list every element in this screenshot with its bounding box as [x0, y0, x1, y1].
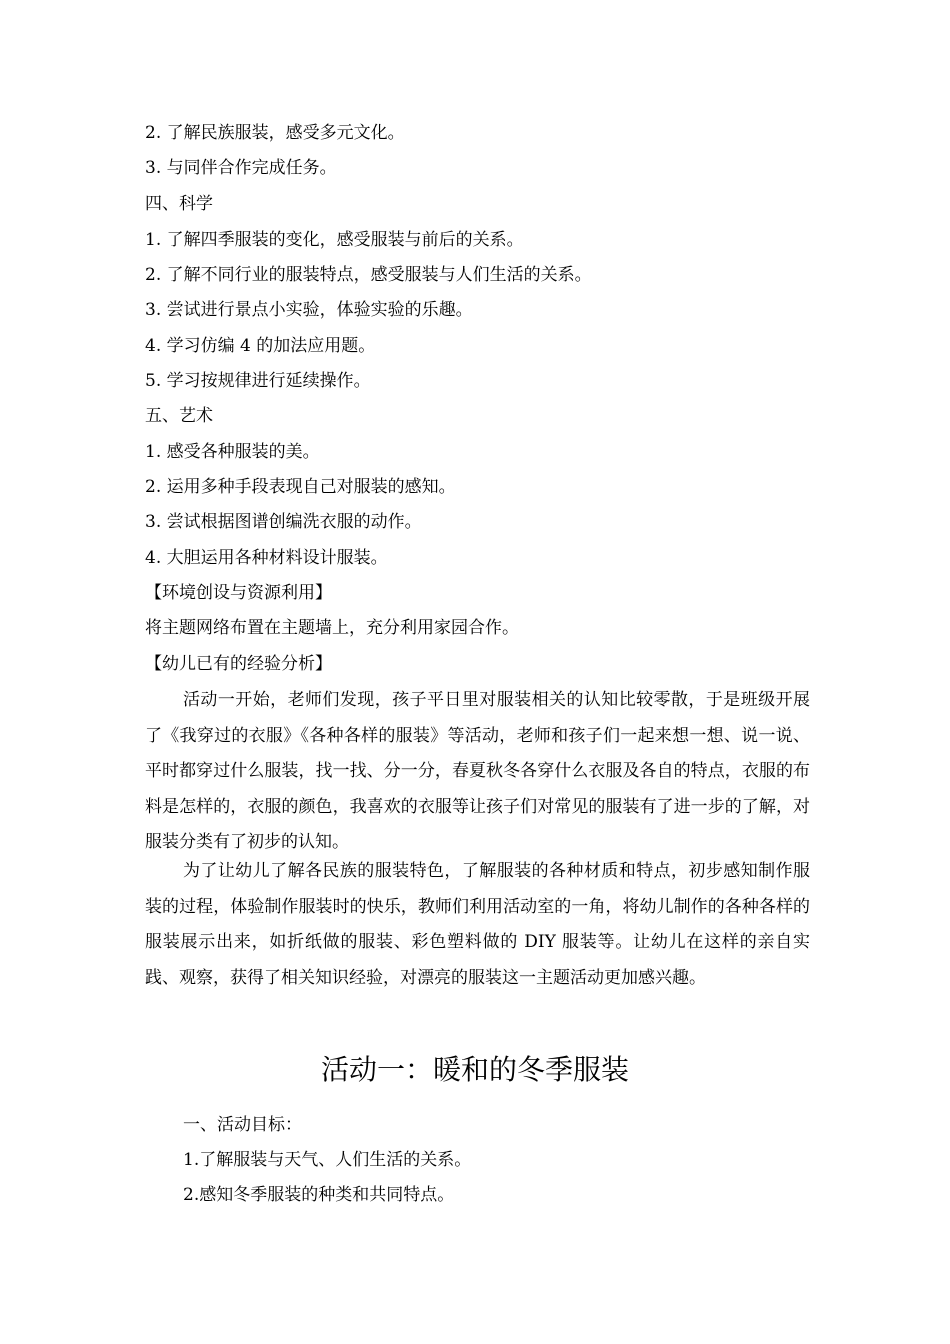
- text-line: 1. 了解四季服装的变化，感受服装与前后的关系。: [145, 230, 524, 250]
- goal-item: 1.了解服装与天气、人们生活的关系。: [183, 1150, 472, 1170]
- activity-heading: 一、活动目标：: [183, 1115, 302, 1135]
- goal-item: 2.感知冬季服装的种类和共同特点。: [183, 1185, 455, 1205]
- section-heading: 五、艺术: [145, 406, 213, 426]
- text-line: 4. 大胆运用各种材料设计服装。: [145, 548, 388, 568]
- text-line: 5. 学习按规律进行延续操作。: [145, 371, 371, 391]
- bracket-heading: 【幼儿已有的经验分析】: [145, 654, 332, 674]
- text-line: 2. 了解民族服装，感受多元文化。: [145, 123, 405, 143]
- text-line: 4. 学习仿编 4 的加法应用题。: [145, 336, 376, 356]
- paragraph: 为了让幼儿了解各民族的服装特色，了解服装的各种材质和特点，初步感知制作服装的过程，体验制作服装时的快乐，教师们利用活动室的一角，将幼儿制作的各种各样的服装展示出来，如折纸做的服装、彩色塑料做的 DIY 服装等。让幼儿在这样的亲自实践、观察，获得了相关知识经验，对漂亮的服装这一主题活动更加感兴趣。: [145, 861, 810, 988]
- text-line: 3. 尝试进行景点小实验，体验实验的乐趣。: [145, 300, 473, 320]
- section-title: 活动一：暖和的冬季服装: [320, 1053, 629, 1086]
- section-heading: 四、科学: [145, 194, 213, 214]
- text-line: 2. 了解不同行业的服装特点，感受服装与人们生活的关系。: [145, 265, 592, 285]
- text-line: 3. 尝试根据图谱创编洗衣服的动作。: [145, 512, 422, 532]
- paragraph: 活动一开始，老师们发现，孩子平日里对服装相关的认知比较零散，于是班级开展了《我穿过的衣服》《各种各样的服装》等活动，老师和孩子们一起来想一想、说一说、平时都穿过什么服装，找一找、分一分，春夏秋冬各穿什么衣服及各自的特点，衣服的布料是怎样的，衣服的颜色，我喜欢的衣服等让孩子们对常见的服装有了进一步的了解，对服装分类有了初步的认知。: [145, 690, 810, 852]
- text-line: 将主题网络布置在主题墙上，充分利用家园合作。: [145, 618, 519, 638]
- bracket-heading: 【环境创设与资源利用】: [145, 583, 332, 603]
- text-line: 2. 运用多种手段表现自己对服装的感知。: [145, 477, 456, 497]
- text-line: 1. 感受各种服装的美。: [145, 442, 320, 462]
- text-line: 3. 与同伴合作完成任务。: [145, 158, 337, 178]
